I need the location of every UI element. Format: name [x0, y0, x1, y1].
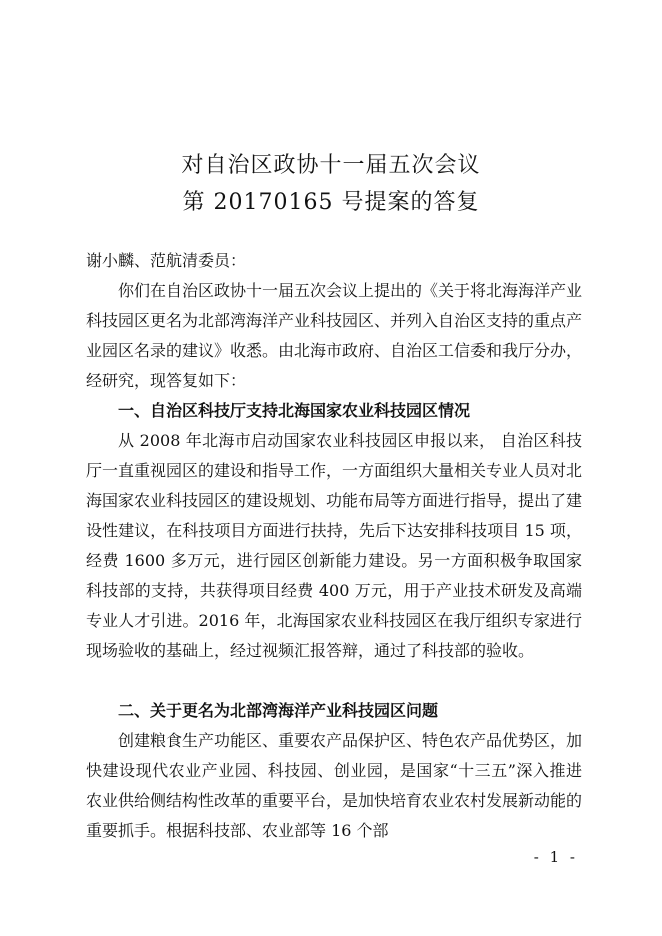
paragraph-section-2: 创建粮食生产功能区、重要农产品保护区、特色农产品优势区，加快建设现代农业产业园、科技园、创业园，是国家“十三五”深入推进农业供给侧结构性改革的重要平台，是加快培育农业农村发展新动能的重要抓手。根据科技部、农业部等 16 个部 — [86, 731, 583, 840]
paragraph-section-1: 从 2008 年北海市启动国家农业科技园区申报以来， 自治区科技厅一直重视园区的建设和指导工作，一方面组织大量相关专业人员对北海国家农业科技园区的建设规划、功能布局等方面进行指导，提出了建设性建议，在科技项目方面进行扶持，先后下达安排科技项目 15 项，经费 1600 多万元，进行园区创新能力建设。另一方面积极争取国家科技部的支持，共获得项目经费 400 万元，用于产业技术研发及高端专业人才引进。2016 年，北海国家农业科技园区在我厅组织专家进行现场验收的基础上，经过视频汇报答辩，通过了科技部的验收。 — [86, 431, 583, 660]
document-title-line-1: 对自治区政协十一届五次会议 — [181, 153, 481, 178]
document-title-line-2: 第 20170165 号提案的答复 — [182, 190, 480, 215]
section-heading-1: 一、自治区科技厅支持北海国家农业科技园区情况 — [118, 401, 471, 420]
section-heading-2: 二、关于更名为北部湾海洋产业科技园区问题 — [118, 701, 439, 720]
paragraph-intro: 你们在自治区政协十一届五次会议上提出的《关于将北海海洋产业科技园区更名为北部湾海洋产业科技园区、并列入自治区支持的重点产业园区名录的建议》收悉。由北海市政府、自治区工信委和我厅分办，经研究，现答复如下： — [86, 281, 583, 390]
page-number: - 1 - — [533, 848, 578, 866]
salutation: 谢小麟、范航清委员： — [86, 251, 247, 270]
